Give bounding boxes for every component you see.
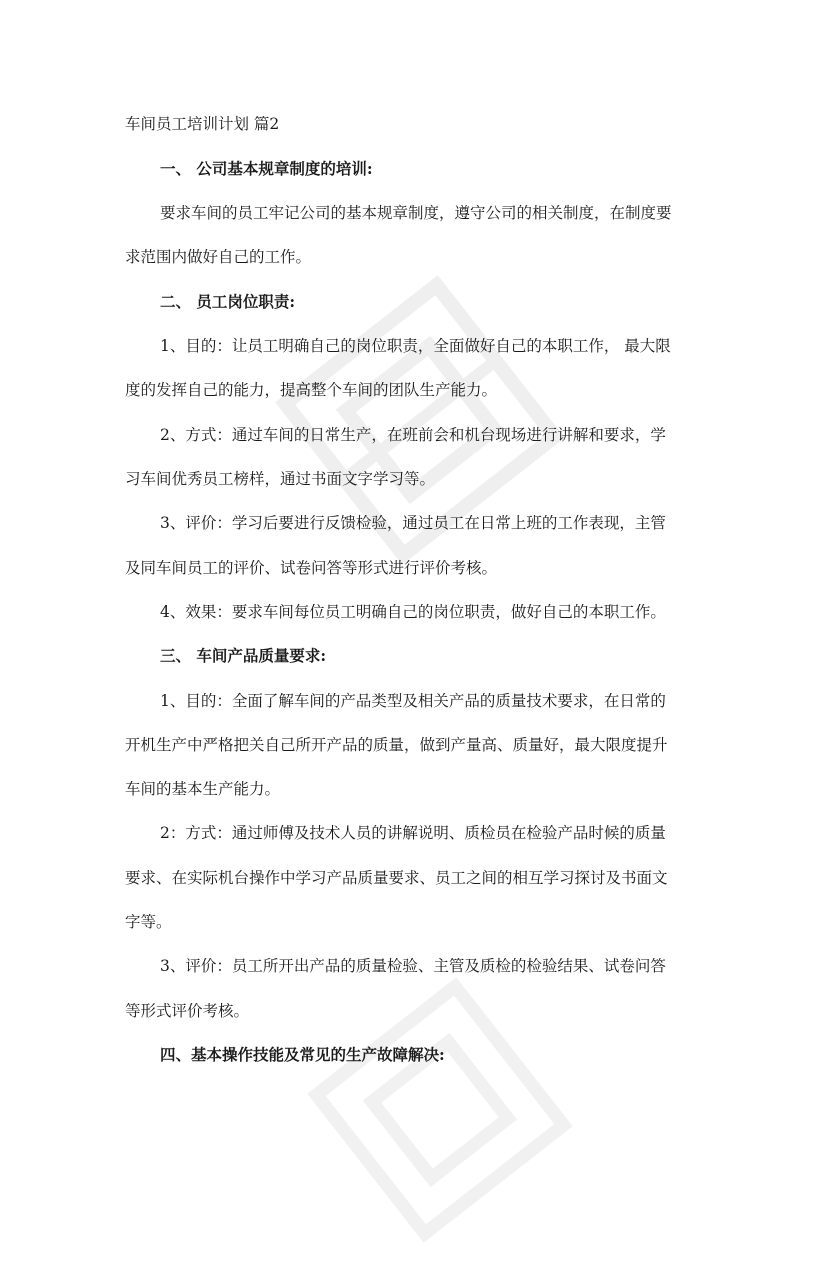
- section-heading: 四、基本操作技能及常见的生产故障解决:: [160, 1045, 445, 1064]
- section-heading: 一、 公司基本规章制度的培训:: [160, 159, 373, 178]
- paragraph-line: 习车间优秀员工榜样，通过书面文字学习等。: [125, 470, 436, 488]
- paragraph-line: 及同车间员工的评价、试卷问答等形式进行评价考核。: [125, 559, 498, 577]
- section-heading: 二、 员工岗位职责:: [160, 292, 296, 311]
- paragraph-line: 车间的基本生产能力。: [125, 780, 281, 798]
- paragraph-line: 要求、在实际机台操作中学习产品质量要求、员工之间的相互学习探讨及书面文: [125, 869, 668, 887]
- paragraph-line: 开机生产中严格把关自己所开产品的质量，做到产量高、质量好，最大限度提升: [125, 736, 668, 754]
- watermark-logo-icon: [252, 252, 589, 589]
- paragraph-line: 4、效果：要求车间每位员工明确自己的岗位职责，做好自己的本职工作。: [160, 603, 666, 621]
- document-title: 车间员工培训计划 篇2: [125, 115, 280, 133]
- paragraph-line: 3、评价：员工所开出产品的质量检验、主管及质检的检验结果、试卷问答: [160, 957, 666, 975]
- paragraph-line: 3、评价：学习后要进行反馈检验，通过员工在日常上班的工作表现，主管: [160, 514, 666, 532]
- paragraph-line: 字等。: [125, 913, 172, 931]
- paragraph-line: 要求车间的员工牢记公司的基本规章制度，遵守公司的相关制度，在制度要: [160, 204, 672, 222]
- section-heading: 三、 车间产品质量要求:: [160, 646, 327, 665]
- paragraph-line: 2、方式：通过车间的日常生产，在班前会和机台现场进行讲解和要求，学: [160, 426, 666, 444]
- paragraph-line: 等形式评价考核。: [125, 1002, 250, 1020]
- paragraph-line: 1、目的：全面了解车间的产品类型及相关产品的质量技术要求，在日常的: [160, 692, 666, 710]
- paragraph-line: 2：方式：通过师傅及技术人员的讲解说明、质检员在检验产品时候的质量: [160, 824, 666, 842]
- paragraph-line: 度的发挥自己的能力，提高整个车间的团队生产能力。: [125, 381, 498, 399]
- paragraph-line: 求范围内做好自己的工作。: [125, 248, 312, 266]
- watermark-logo-icon: [286, 956, 595, 1264]
- paragraph-line: 1、目的：让员工明确自己的岗位职责，全面做好自己的本职工作， 最大限: [160, 337, 671, 355]
